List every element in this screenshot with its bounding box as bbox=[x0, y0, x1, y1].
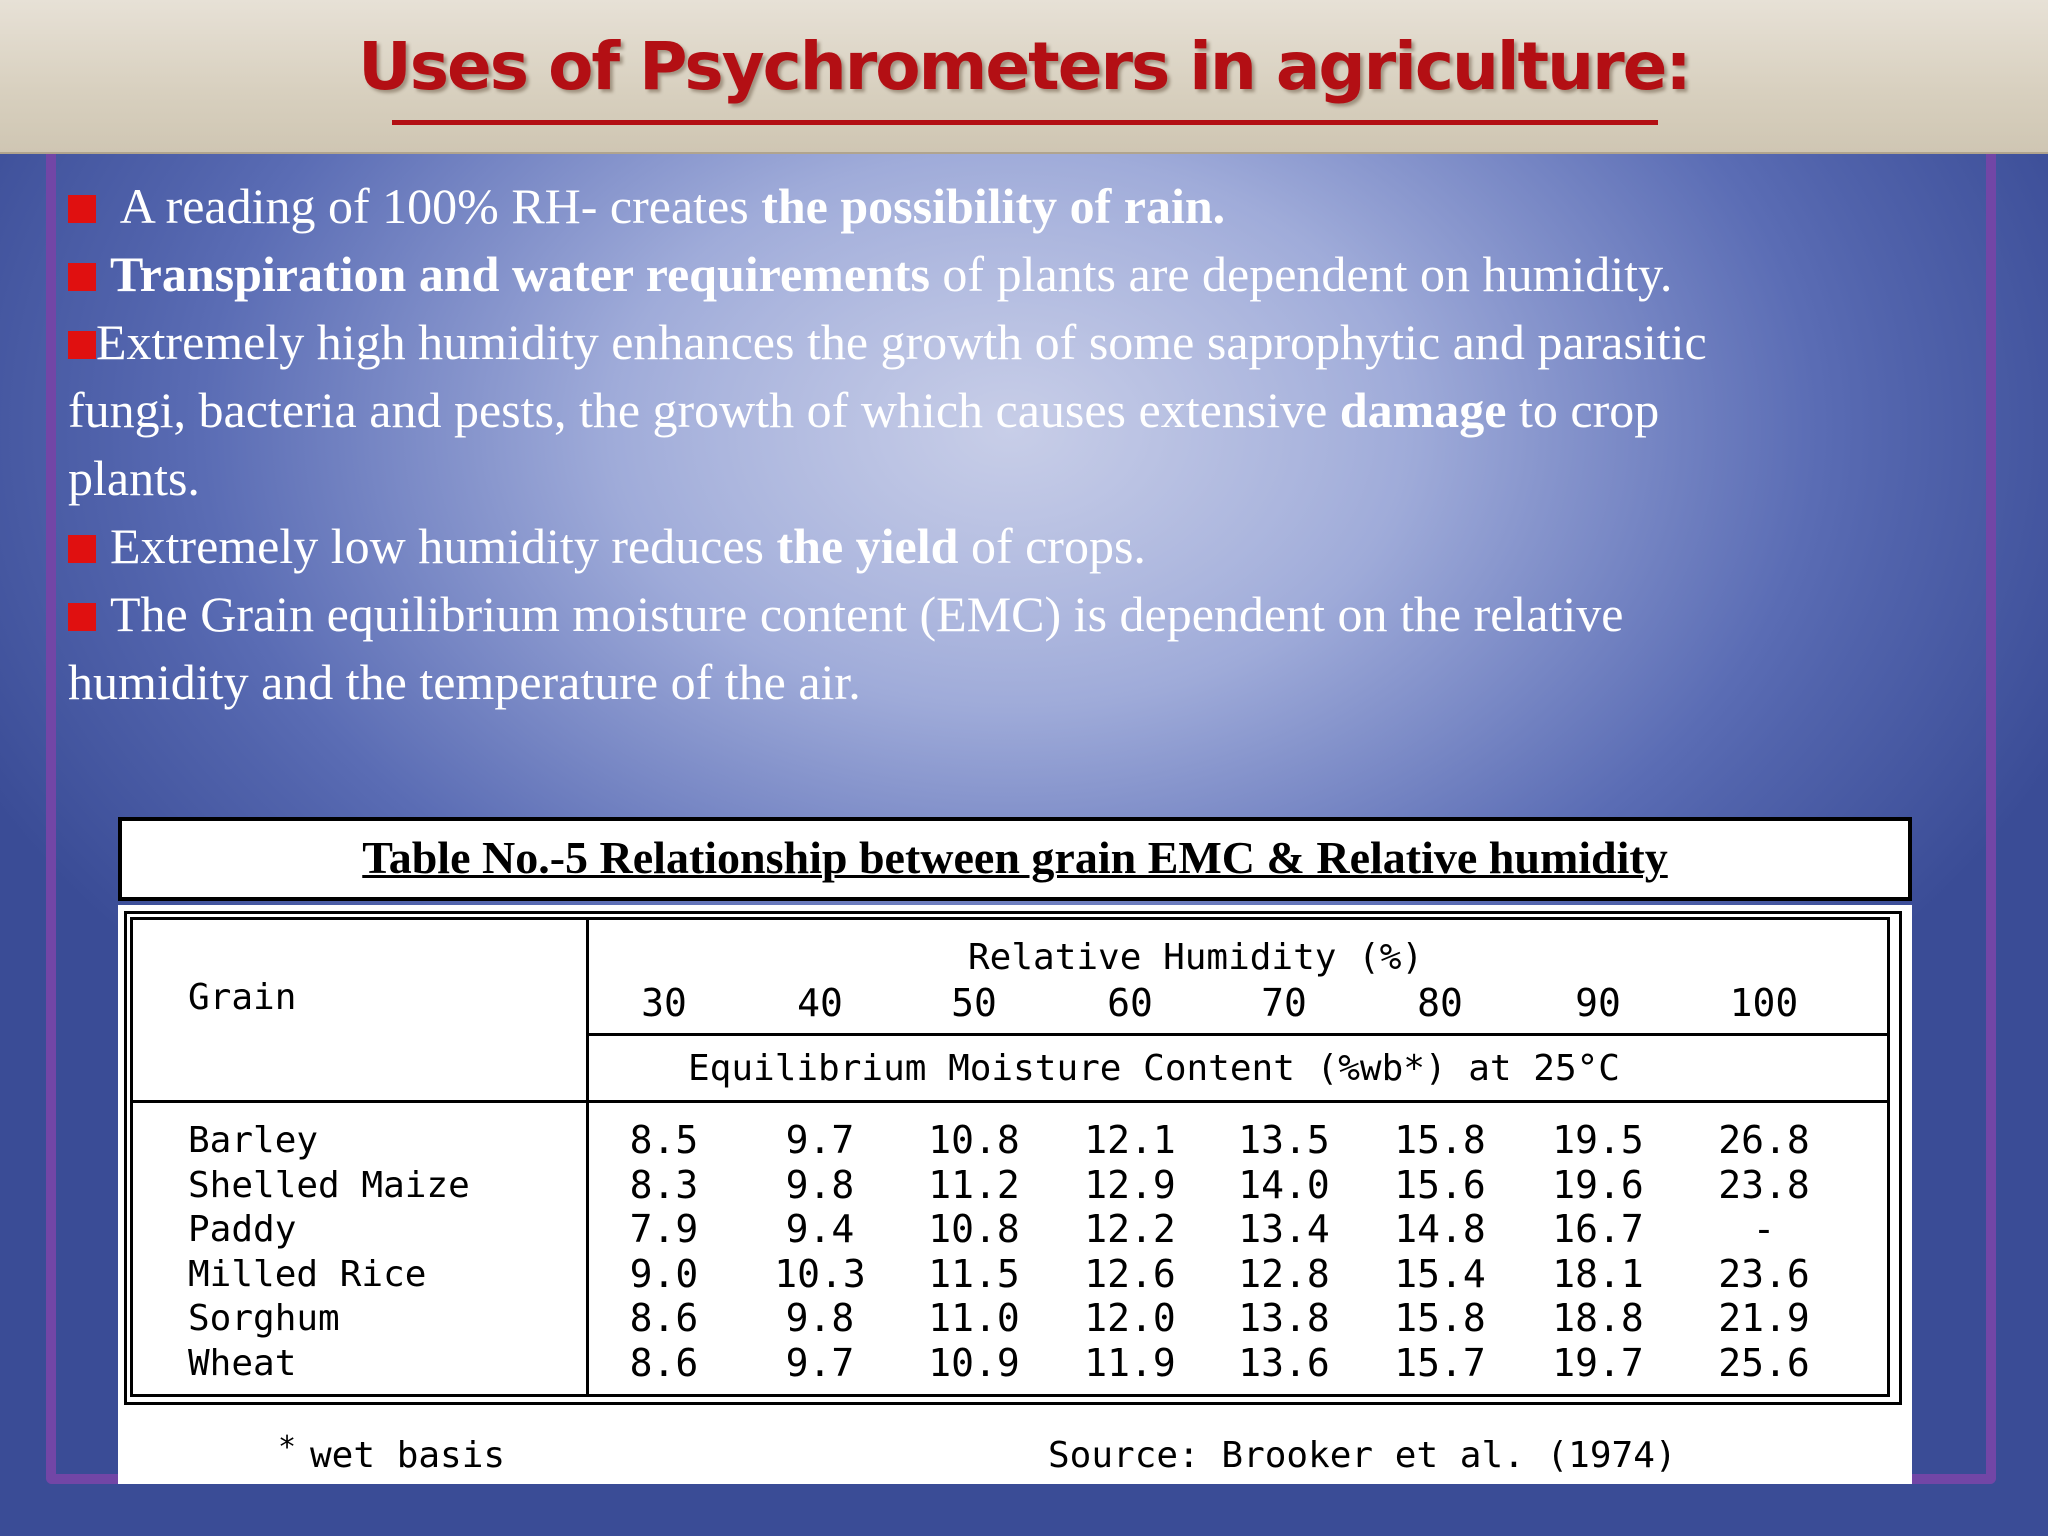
rh-value: 60 bbox=[1107, 981, 1153, 1025]
bullet-marker-icon bbox=[68, 331, 96, 359]
bullet-2: Transpiration and water requirements of plants are dependent on humidity. bbox=[68, 240, 1968, 308]
grain-name: Sorghum bbox=[188, 1298, 340, 1339]
emc-value: 11.0 bbox=[928, 1296, 1020, 1340]
emc-value: 10.8 bbox=[928, 1118, 1020, 1162]
emc-value: 15.7 bbox=[1394, 1340, 1486, 1385]
table-caption: Table No.-5 Relationship between grain EMC & Relative humidity bbox=[362, 832, 1668, 883]
footnote-mark: * bbox=[278, 1430, 297, 1465]
emc-value: 19.5 bbox=[1552, 1118, 1644, 1162]
bullet-marker-icon bbox=[68, 195, 96, 223]
emc-value: 23.6 bbox=[1718, 1251, 1810, 1296]
emc-value: 8.3 bbox=[629, 1162, 699, 1207]
rh-value: 40 bbox=[797, 981, 843, 1025]
emc-value: 23.8 bbox=[1718, 1162, 1810, 1207]
grain-name: Milled Rice bbox=[188, 1253, 427, 1295]
emc-value: 18.8 bbox=[1552, 1296, 1644, 1340]
emc-table bbox=[118, 905, 1912, 1484]
rh-value: 50 bbox=[951, 981, 997, 1025]
bullet-5: The Grain equilibrium moisture content (EMC) is dependent on the relative bbox=[68, 580, 1968, 648]
emc-value: 9.8 bbox=[785, 1296, 855, 1340]
grain-name: Paddy bbox=[188, 1209, 297, 1250]
emc-value: 12.9 bbox=[1084, 1162, 1176, 1207]
table-divider-vertical bbox=[586, 917, 589, 1397]
emc-value: 25.6 bbox=[1718, 1340, 1810, 1385]
emc-value: 12.2 bbox=[1084, 1207, 1176, 1251]
emc-value: 21.9 bbox=[1718, 1296, 1810, 1340]
rh-header: Relative Humidity (%) bbox=[968, 937, 1424, 978]
bullet-marker-icon bbox=[68, 603, 96, 631]
grain-name: Wheat bbox=[188, 1342, 297, 1384]
table-divider-body bbox=[130, 1100, 1890, 1103]
emc-value: 15.4 bbox=[1394, 1251, 1486, 1296]
grain-name: Shelled Maize bbox=[188, 1164, 470, 1206]
emc-value: 11.2 bbox=[928, 1162, 1020, 1207]
bullet-3: Extremely high humidity enhances the growth of some saprophytic and parasitic bbox=[68, 308, 1968, 376]
emc-value: 15.8 bbox=[1394, 1296, 1486, 1340]
rh-value: 90 bbox=[1575, 981, 1621, 1025]
emc-value: 8.6 bbox=[629, 1296, 699, 1340]
emc-value: 16.7 bbox=[1552, 1207, 1644, 1251]
rh-value: 100 bbox=[1729, 981, 1799, 1025]
rh-value: 70 bbox=[1261, 981, 1307, 1025]
emc-value: 19.7 bbox=[1552, 1340, 1644, 1385]
title-bar bbox=[0, 0, 2048, 154]
emc-value: 11.9 bbox=[1084, 1340, 1176, 1385]
grain-name: Barley bbox=[188, 1120, 319, 1161]
emc-value: 9.4 bbox=[785, 1207, 855, 1251]
footnote: wet basis bbox=[310, 1435, 506, 1476]
emc-value: 15.6 bbox=[1394, 1162, 1486, 1207]
slide-title: Uses of Psychrometers in agriculture: bbox=[358, 28, 1690, 105]
emc-value: 7.9 bbox=[629, 1207, 699, 1251]
emc-value: 10.8 bbox=[928, 1207, 1020, 1251]
emc-value: 14.8 bbox=[1394, 1207, 1486, 1251]
emc-value: - bbox=[1752, 1207, 1776, 1251]
emc-value: 10.3 bbox=[774, 1251, 866, 1296]
emc-header: Equilibrium Moisture Content (%wb*) at 25°C bbox=[688, 1048, 1620, 1089]
grain-column-header: Grain bbox=[188, 977, 297, 1018]
bullet-marker-icon bbox=[68, 263, 96, 291]
emc-value: 8.6 bbox=[629, 1340, 699, 1385]
emc-value: 13.4 bbox=[1238, 1207, 1330, 1251]
emc-value: 13.6 bbox=[1238, 1340, 1330, 1385]
emc-value: 9.7 bbox=[785, 1118, 855, 1162]
emc-value: 9.8 bbox=[785, 1162, 855, 1207]
bullet-marker-icon bbox=[68, 535, 96, 563]
bullet-3-cont2: plants. bbox=[68, 450, 200, 506]
emc-value: 18.1 bbox=[1552, 1251, 1644, 1296]
emc-value: 14.0 bbox=[1238, 1162, 1330, 1207]
table-divider-header bbox=[586, 1033, 1890, 1036]
emc-value: 11.5 bbox=[928, 1251, 1020, 1296]
source-note: Source: Brooker et al. (1974) bbox=[1048, 1435, 1677, 1476]
emc-value: 12.0 bbox=[1084, 1296, 1176, 1340]
emc-value: 9.0 bbox=[629, 1251, 699, 1296]
bullet-5-cont: humidity and the temperature of the air. bbox=[68, 654, 861, 710]
rh-value: 80 bbox=[1417, 981, 1463, 1025]
emc-value: 26.8 bbox=[1718, 1118, 1810, 1162]
bullet-list bbox=[68, 172, 1968, 716]
emc-value: 12.1 bbox=[1084, 1118, 1176, 1162]
emc-value: 13.8 bbox=[1238, 1296, 1330, 1340]
table-caption-box bbox=[118, 817, 1912, 901]
bullet-3-cont: fungi, bacteria and pests, the growth of which causes extensive damage to crop bbox=[68, 382, 1660, 438]
emc-value: 19.6 bbox=[1552, 1162, 1644, 1207]
rh-value: 30 bbox=[641, 981, 687, 1025]
bullet-4: Extremely low humidity reduces the yield of crops. bbox=[68, 512, 1968, 580]
emc-value: 8.5 bbox=[629, 1118, 699, 1162]
title-underline bbox=[392, 120, 1658, 125]
emc-value: 15.8 bbox=[1394, 1118, 1486, 1162]
emc-value: 12.6 bbox=[1084, 1251, 1176, 1296]
emc-value: 13.5 bbox=[1238, 1118, 1330, 1162]
emc-value: 9.7 bbox=[785, 1340, 855, 1385]
emc-value: 12.8 bbox=[1238, 1251, 1330, 1296]
emc-value: 10.9 bbox=[928, 1340, 1020, 1385]
bullet-1: A reading of 100% RH- creates the possibility of rain. bbox=[68, 172, 1968, 240]
